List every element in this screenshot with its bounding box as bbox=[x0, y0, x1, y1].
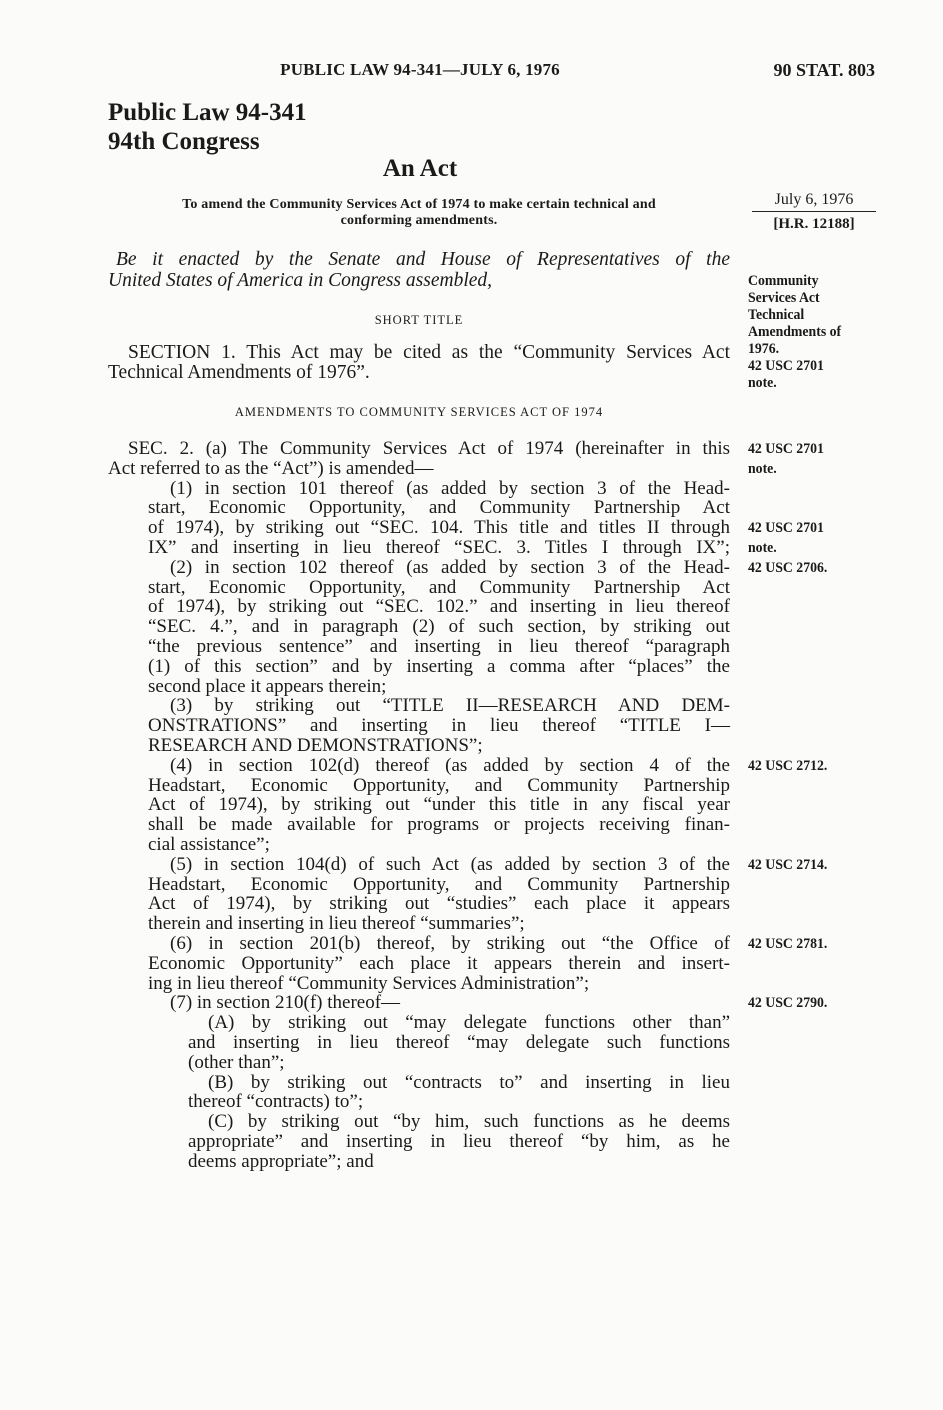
date-block bbox=[752, 190, 876, 234]
margin-note-line: note. bbox=[748, 375, 777, 391]
usc-citation-note bbox=[748, 994, 827, 1014]
body-line: (5) in section 104(d) of such Act (as added by section 3 of the bbox=[170, 853, 730, 875]
citation-text: 42 USC 2701 bbox=[748, 441, 824, 457]
usc-citation-note bbox=[748, 559, 827, 579]
usc-citation-note bbox=[748, 856, 827, 876]
body-line: Headstart, Economic Opportunity, and Community Partnership bbox=[148, 873, 730, 895]
body-line: (C) by striking out “by him, such functions as he deems bbox=[208, 1111, 730, 1133]
citation-text: 42 USC 2712. bbox=[748, 757, 828, 774]
body-line: (6) in section 201(b) thereof, by striking out “the Office of bbox=[170, 932, 730, 954]
body-line: (B) by striking out “contracts to” and inserting in lieu bbox=[208, 1071, 730, 1093]
body-line: “the previous sentence” and inserting in lieu thereof “paragraph bbox=[148, 635, 730, 657]
citation-text: 42 USC 2706. bbox=[748, 559, 828, 576]
citation-text: 42 USC 2701 bbox=[748, 520, 824, 537]
enacting-line: Be it enacted by the Senate and House of Representatives of the bbox=[116, 249, 730, 270]
body-line: (2) in section 102 thereof (as added by section 3 of the Head- bbox=[170, 556, 730, 578]
margin-note-line: Amendments of bbox=[748, 324, 842, 340]
body-line: therein and inserting in lieu thereof “summaries”; bbox=[148, 913, 525, 935]
body-line: Act of 1974), by striking out “under this title in any fiscal year bbox=[148, 794, 730, 816]
usc-citation-note bbox=[748, 519, 824, 559]
body-line: (1) of this section” and by inserting a comma after “places” the bbox=[148, 655, 730, 677]
body-line: ONSTRATIONS” and inserting in lieu thereof “TITLE I— bbox=[148, 715, 730, 737]
body-line: and inserting in lieu thereof “may delegate such functions bbox=[188, 1031, 730, 1053]
body-line: SEC. 2. (a) The Community Services Act of 1974 (hereinafter in this bbox=[128, 438, 730, 459]
citation-text: note. bbox=[748, 539, 777, 556]
body-line: second place it appears therein; bbox=[148, 675, 387, 697]
citation-text: 42 USC 2781. bbox=[748, 936, 828, 952]
margin-note-line: 1976. bbox=[748, 341, 780, 357]
usc-citation-note bbox=[748, 935, 827, 955]
margin-note-line: Services Act bbox=[748, 290, 820, 306]
body-line: IX” and inserting in lieu thereof “SEC. 3. Titles I through IX”; bbox=[148, 536, 730, 558]
purpose-line: To amend the Community Services Act of 1974 to make certain technical and bbox=[182, 197, 656, 212]
usc-citation-note bbox=[748, 440, 824, 480]
body-line: appropriate” and inserting in lieu thereof “by him, as he bbox=[188, 1130, 730, 1152]
body-line: (7) in section 210(f) thereof— bbox=[170, 992, 401, 1014]
body-line: (3) by striking out “TITLE II—RESEARCH AND DEM- bbox=[170, 695, 730, 717]
citation-text: 42 USC 2714. bbox=[748, 856, 828, 873]
body-line: Headstart, Economic Opportunity, and Community Partnership bbox=[148, 774, 730, 796]
act-purpose bbox=[108, 197, 730, 229]
law-title bbox=[108, 98, 307, 156]
body-line: thereof “contracts) to”; bbox=[188, 1091, 364, 1113]
body-line: start, Economic Opportunity, and Community Partnership Act bbox=[148, 576, 730, 598]
short-title-heading: SHORT TITLE bbox=[374, 313, 464, 327]
body-line: (1) in section 101 thereof (as added by section 3 of the Head- bbox=[170, 477, 730, 499]
body-line: of 1974), by striking out “SEC. 102.” and inserting in lieu thereof bbox=[148, 596, 730, 618]
purpose-line: conforming amendments. bbox=[340, 213, 498, 228]
an-act-heading: An Act bbox=[382, 155, 458, 182]
body-line: start, Economic Opportunity, and Community Partnership Act bbox=[148, 497, 730, 519]
body-line: Act of 1974), by striking out “studies” each place it appears bbox=[148, 893, 730, 915]
body-line: shall be made available for programs or projects receiving finan- bbox=[148, 814, 730, 836]
body-line: “SEC. 4.”, and in paragraph (2) of such section, by striking out bbox=[148, 616, 730, 638]
enacting-clause bbox=[108, 249, 730, 291]
body-line: (A) by striking out “may delegate functions other than” bbox=[208, 1012, 730, 1034]
public-law-number: Public Law 94-341 bbox=[108, 99, 307, 126]
body-line: (other than”; bbox=[188, 1051, 285, 1073]
section-1-line: SECTION 1. This Act may be cited as the “Community Services Act bbox=[128, 342, 730, 363]
body-line: cial assistance”; bbox=[148, 833, 270, 855]
statute-page: 90 STAT. 803 bbox=[773, 60, 875, 80]
enacting-line: United States of America in Congress assembled, bbox=[108, 270, 493, 291]
body-line: of 1974), by striking out “SEC. 104. This title and titles II through bbox=[148, 517, 730, 539]
amendments-heading: AMENDMENTS TO COMMUNITY SERVICES ACT OF 1974 bbox=[234, 405, 604, 419]
body-line: Economic Opportunity” each place it appears therein and insert- bbox=[148, 952, 730, 974]
bill-number: [H.R. 12188] bbox=[773, 216, 855, 232]
congress: 94th Congress bbox=[108, 128, 260, 155]
usc-citation-note bbox=[748, 757, 827, 777]
body-line: (4) in section 102(d) thereof (as added by section 4 of the bbox=[170, 754, 730, 776]
section-1-line: Technical Amendments of 1976”. bbox=[108, 361, 370, 383]
short-title-margin-note bbox=[748, 273, 841, 392]
body-line: RESEARCH AND DEMONSTRATIONS”; bbox=[148, 734, 483, 756]
enactment-date: July 6, 1976 bbox=[752, 190, 876, 212]
running-head: PUBLIC LAW 94-341—JULY 6, 1976 bbox=[280, 60, 560, 79]
body-line: Act referred to as the “Act”) is amended— bbox=[108, 457, 434, 479]
margin-note-line: Community bbox=[748, 273, 819, 289]
body-line: ing in lieu thereof “Community Services Administration”; bbox=[148, 972, 590, 994]
citation-text: note. bbox=[748, 460, 777, 477]
margin-note-line: 42 USC 2701 bbox=[748, 358, 824, 374]
citation-text: 42 USC 2790. bbox=[748, 995, 828, 1012]
body-line: deems appropriate”; and bbox=[188, 1150, 374, 1172]
margin-note-line: Technical bbox=[748, 307, 805, 323]
section-2-body bbox=[108, 439, 730, 1171]
section-1 bbox=[108, 343, 730, 383]
